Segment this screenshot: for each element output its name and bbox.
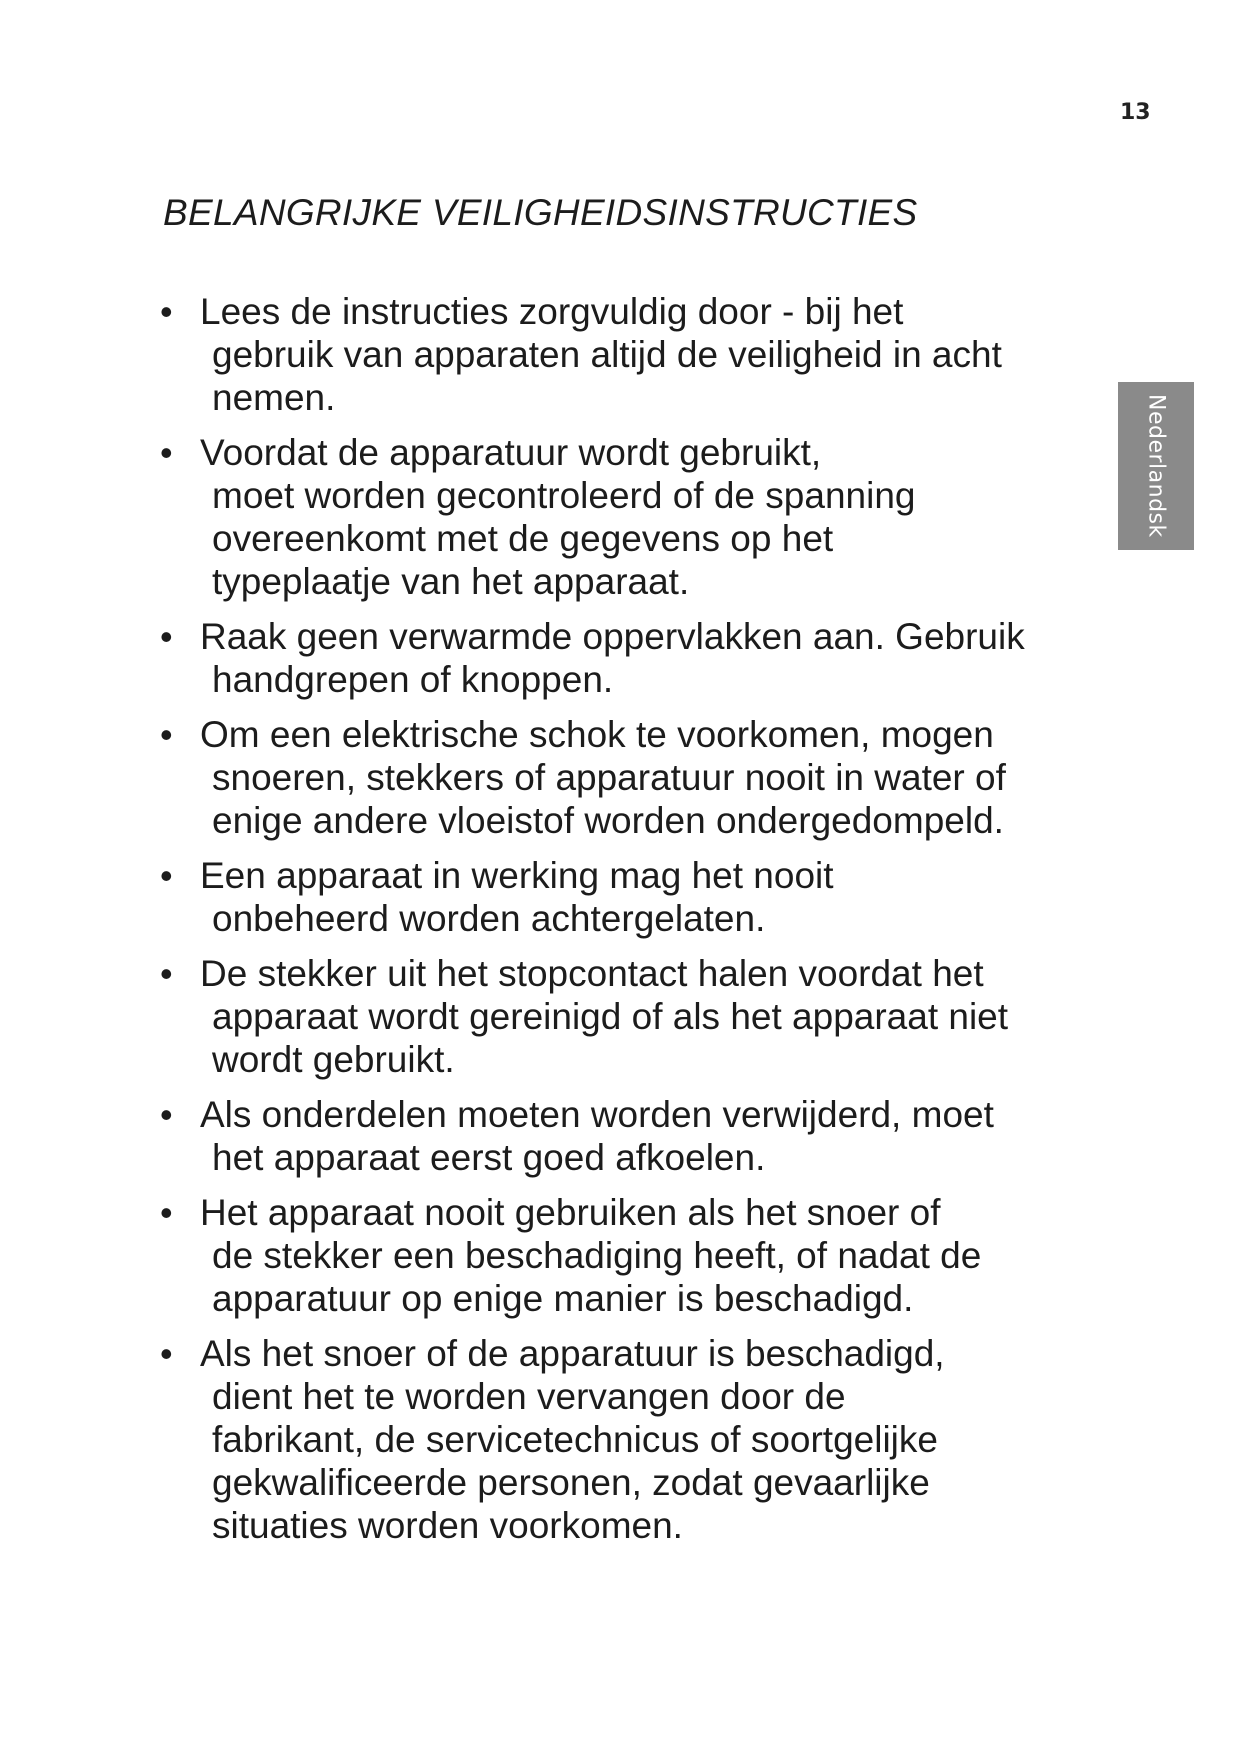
instruction-line: dient het te worden vervangen door de <box>212 1376 846 1417</box>
bullet-icon: • <box>160 1192 173 1233</box>
instruction-line: snoeren, stekkers of apparatuur nooit in water of <box>212 757 1006 798</box>
bullet-icon: • <box>160 291 173 332</box>
instruction-line: gekwalificeerde personen, zodat gevaarlijke <box>212 1462 930 1503</box>
instruction-line: apparaat wordt gereinigd of als het apparaat niet <box>212 996 1009 1037</box>
instruction-line: typeplaatje van het apparaat. <box>212 561 690 602</box>
page-title: BELANGRIJKE VEILIGHEIDSINSTRUCTIES <box>163 192 918 233</box>
instruction-line: enige andere vloeistof worden ondergedompeld. <box>212 800 1004 841</box>
bullet-icon: • <box>160 1333 173 1374</box>
instruction-line: Lees de instructies zorgvuldig door - bij het <box>200 291 904 332</box>
instruction-line: fabrikant, de servicetechnicus of soortgelijke <box>212 1419 938 1460</box>
bullet-icon: • <box>160 953 173 994</box>
instruction-item <box>160 713 1080 842</box>
instruction-line: de stekker een beschadiging heeft, of nadat de <box>212 1235 982 1276</box>
instruction-line: handgrepen of knoppen. <box>212 659 614 700</box>
instruction-line: Raak geen verwarmde oppervlakken aan. Gebruik <box>200 616 1025 657</box>
bullet-icon: • <box>160 714 173 755</box>
instruction-line: moet worden gecontroleerd of de spanning <box>212 475 916 516</box>
instruction-line: Als het snoer of de apparatuur is beschadigd, <box>200 1333 945 1374</box>
instruction-line: nemen. <box>212 377 336 418</box>
instruction-item <box>160 854 1080 940</box>
instruction-line: onbeheerd worden achtergelaten. <box>212 898 766 939</box>
bullet-icon: • <box>160 616 173 657</box>
instruction-item <box>160 1191 1080 1320</box>
instruction-line: Voordat de apparatuur wordt gebruikt, <box>200 432 822 473</box>
bullet-icon: • <box>160 1094 173 1135</box>
instruction-line: Een apparaat in werking mag het nooit <box>200 855 834 896</box>
instruction-item <box>160 290 1080 419</box>
instruction-line: gebruik van apparaten altijd de veiligheid in acht <box>212 334 1002 375</box>
instruction-item <box>160 952 1080 1081</box>
instruction-line: apparatuur op enige manier is beschadigd. <box>212 1278 914 1319</box>
instruction-item <box>160 431 1080 603</box>
instruction-line: situaties worden voorkomen. <box>212 1505 683 1546</box>
instruction-item <box>160 1093 1080 1179</box>
safety-instructions-list <box>160 290 1080 1559</box>
bullet-icon: • <box>160 432 173 473</box>
language-tab-label: Nederlandsk <box>1143 394 1169 538</box>
page-number: 13 <box>1120 100 1151 125</box>
instruction-line: wordt gebruikt. <box>212 1039 455 1080</box>
instruction-item <box>160 615 1080 701</box>
instruction-line: het apparaat eerst goed afkoelen. <box>212 1137 766 1178</box>
bullet-icon: • <box>160 855 173 896</box>
instruction-line: Het apparaat nooit gebruiken als het snoer of <box>200 1192 941 1233</box>
instruction-item <box>160 1332 1080 1547</box>
language-tab <box>1118 382 1194 550</box>
instruction-line: Om een elektrische schok te voorkomen, mogen <box>200 714 994 755</box>
instruction-line: overeenkomt met de gegevens op het <box>212 518 834 559</box>
instruction-line: De stekker uit het stopcontact halen voordat het <box>200 953 984 994</box>
instruction-line: Als onderdelen moeten worden verwijderd, moet <box>200 1094 994 1135</box>
